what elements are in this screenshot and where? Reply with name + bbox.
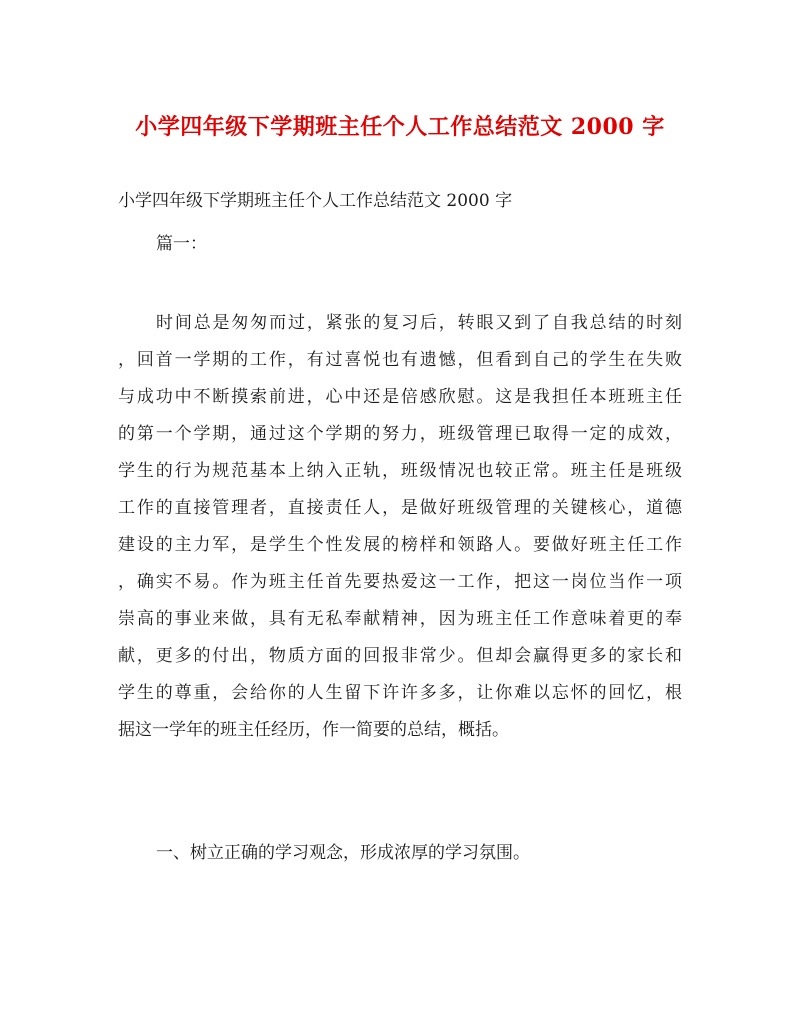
paragraph-line: 建设的主力军，是学生个性发展的榜样和领路人。要做好班主任工作 — [118, 535, 682, 555]
paragraph-line: ，确实不易。作为班主任首先要热爱这一工作，把这一岗位当作一项 — [118, 572, 682, 592]
paragraph-line: 工作的直接管理者，直接责任人，是做好班级管理的关键核心，道德 — [118, 498, 682, 518]
paragraph-line: 学生的行为规范基本上纳入正轨，班级情况也较正常。班主任是班级 — [118, 461, 682, 481]
paragraph-line: 崇高的事业来做，具有无私奉献精神，因为班主任工作意味着更的奉 — [118, 609, 682, 629]
body-paragraph — [118, 305, 682, 749]
document-subtitle: 小学四年级下学期班主任个人工作总结范文 2000 字 — [118, 191, 513, 211]
section-heading: 一、树立正确的学习观念，形成浓厚的学习氛围。 — [156, 843, 530, 863]
paragraph-line: 学生的尊重，会给你的人生留下许许多多，让你难以忘怀的回忆，根 — [118, 683, 682, 703]
paragraph-line: 与成功中不断摸索前进，心中还是倍感欣慰。这是我担任本班班主任 — [118, 387, 682, 407]
paragraph-line: 时间总是匆匆而过，紧张的复习后，转眼又到了自我总结的时刻 — [156, 313, 682, 333]
paragraph-line: ，回首一学期的工作，有过喜悦也有遗憾，但看到自己的学生在失败 — [118, 350, 682, 370]
paragraph-line: 据这一学年的班主任经历，作一简要的总结，概括。 — [118, 720, 509, 740]
paragraph-line: 的第一个学期，通过这个学期的努力，班级管理已取得一定的成效， — [118, 424, 682, 444]
paragraph-line: 献，更多的付出，物质方面的回报非常少。但却会赢得更多的家长和 — [118, 646, 682, 666]
document-title: 小学四年级下学期班主任个人工作总结范文 2000 字 — [135, 114, 665, 140]
section-label: 篇一： — [156, 234, 207, 254]
